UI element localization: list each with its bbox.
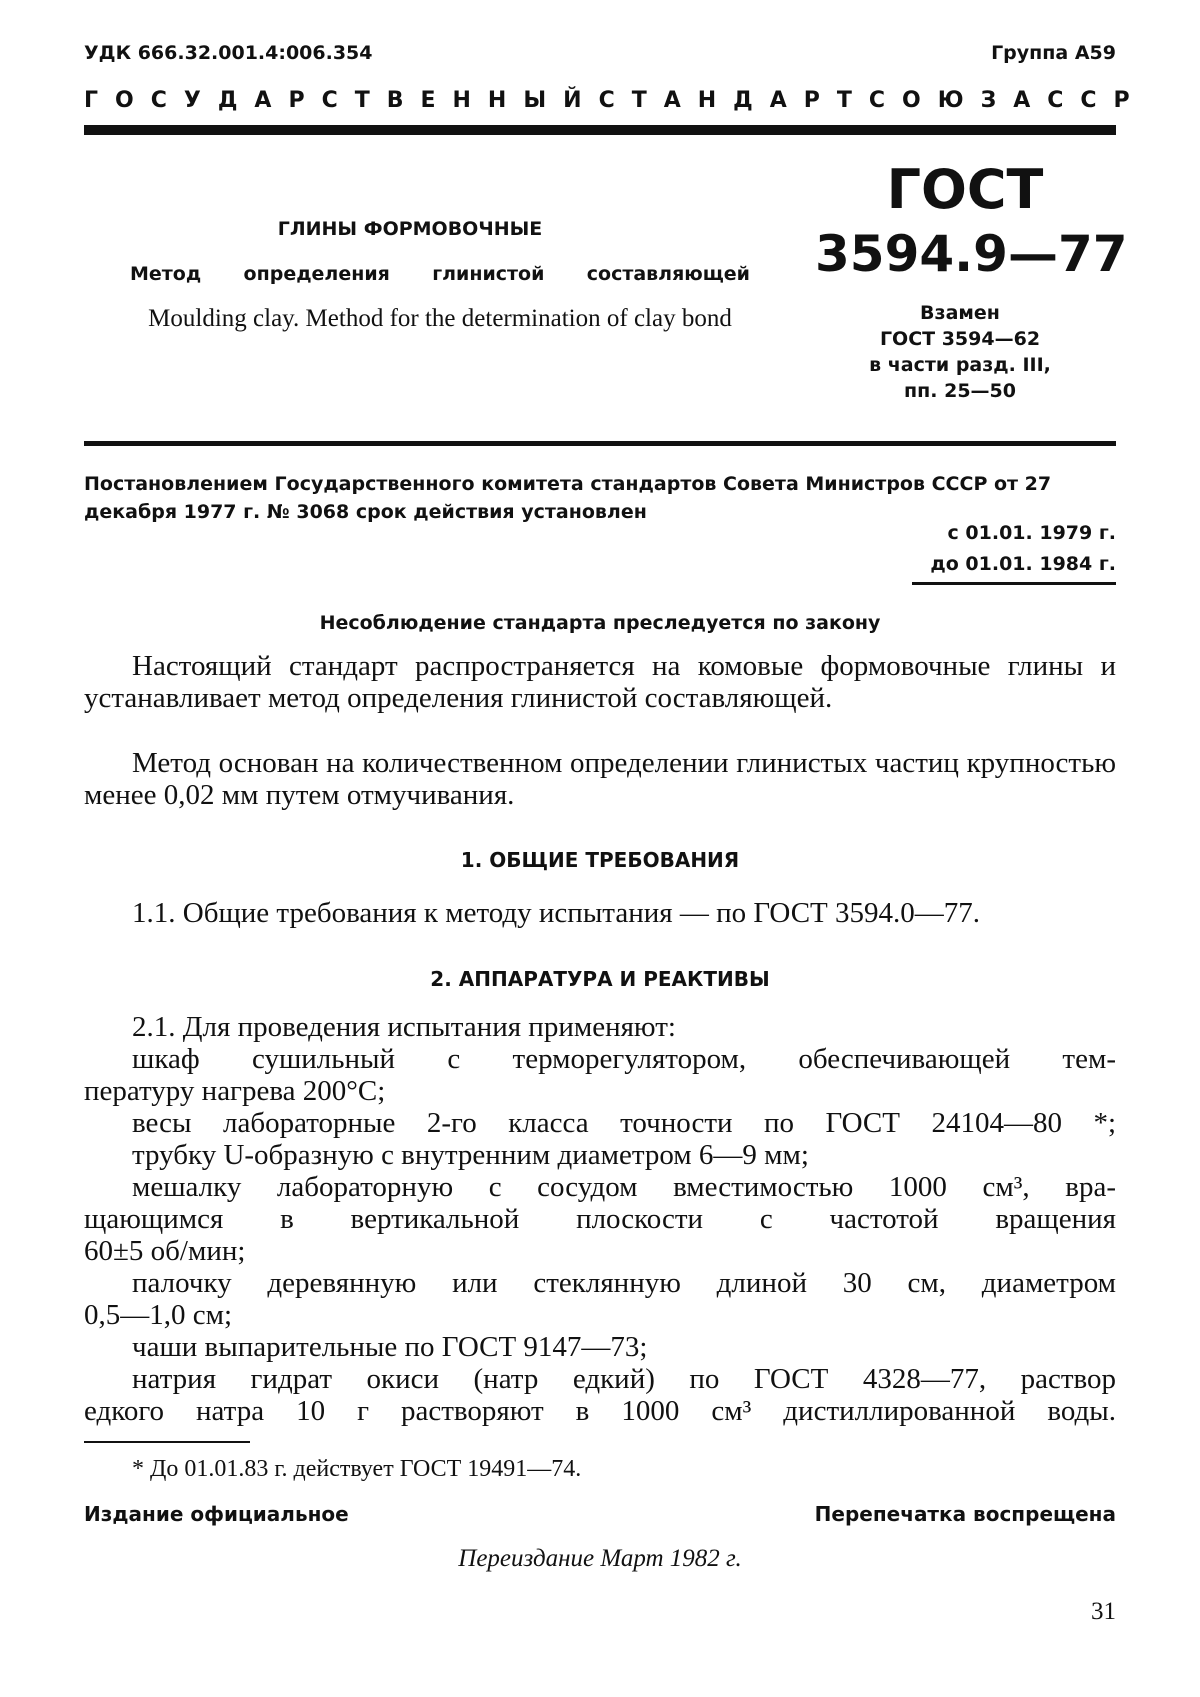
section-2-line: 2.1. Для проведения испытания применяют: <box>132 1011 676 1043</box>
subtitle-word-2: определения <box>243 263 390 285</box>
banner-word-1: ГОСУДАРСТВЕННЫЙ <box>84 88 599 113</box>
subtitle-word-3: глинистой <box>432 263 545 285</box>
section-2-line: пературу нагрева 200°С; <box>84 1075 386 1107</box>
official-edition: Издание официальное <box>84 1502 349 1526</box>
section-2-line: палочку деревянную или стеклянную длиной 30 см, диаметром <box>132 1267 1116 1299</box>
section-2-line: 60±5 об/мин; <box>84 1235 246 1267</box>
section-1-paragraph: 1.1. Общие требования к методу испытания — по ГОСТ 3594.0—77. <box>132 897 980 929</box>
gost-label: ГОСТ <box>886 158 1044 221</box>
intro-paragraph-1: Настоящий стандарт распространяется на комовые формовочные глины и устанавливает метод определения глинистой составляющей. <box>84 650 1116 714</box>
subtitle-word-4: составляющей <box>586 263 750 285</box>
section-2-line: мешалку лабораторную с сосудом вместимостью 1000 см³, вра- <box>132 1171 1116 1203</box>
subtitle-ru <box>130 263 750 285</box>
section-2-line: весы лабораторные 2-го класса точности по ГОСТ 24104—80 *; <box>132 1107 1116 1139</box>
title-ru: ГЛИНЫ ФОРМОВОЧНЫЕ <box>277 218 543 240</box>
banner-word-4: ССР <box>1047 88 1147 113</box>
section-2-line: 0,5—1,0 см; <box>84 1299 233 1331</box>
section-1-heading: 1. ОБЩИЕ ТРЕБОВАНИЯ <box>460 848 740 872</box>
page-number: 31 <box>1091 1598 1116 1625</box>
footnote-divider <box>84 1441 250 1443</box>
banner-word-2: СТАНДАРТ <box>598 88 869 113</box>
section-2-heading: 2. АППАРАТУРА И РЕАКТИВЫ <box>430 967 770 991</box>
section-2-line: щающимся в вертикальной плоскости с частотой вращения <box>84 1203 1116 1235</box>
section-2-line: чаши выпарительные по ГОСТ 9147—73; <box>132 1331 648 1363</box>
replaces-line: Взамен <box>920 302 1000 324</box>
title-en: Moulding clay. Method for the determination of clay bond <box>148 305 732 332</box>
footnote: * До 01.01.83 г. действует ГОСТ 19491—74. <box>132 1456 582 1482</box>
valid-from: с 01.01. 1979 г. <box>947 522 1116 544</box>
replaces-line: пп. 25—50 <box>904 380 1016 402</box>
title-divider <box>84 441 1116 446</box>
banner-word-3: СОЮЗА <box>868 88 1048 113</box>
reprint-prohibited: Перепечатка воспрещена <box>814 1502 1116 1526</box>
decree-text: Постановлением Государственного комитета стандартов Совета Министров СССР от 27 декабря 1977 г. № 3068 срок действия установлен <box>84 473 1052 523</box>
header-divider <box>84 125 1116 135</box>
subtitle-word-1: Метод <box>130 263 202 285</box>
section-2-line: натрия гидрат окиси (натр едкий) по ГОСТ 4328—77, раствор <box>132 1363 1116 1395</box>
replaces-note <box>830 300 1090 404</box>
section-2-line: трубку U-образную с внутренним диаметром 6—9 мм; <box>132 1139 809 1171</box>
valid-to-underline <box>912 582 1116 585</box>
replaces-line: ГОСТ 3594—62 <box>879 328 1041 350</box>
law-notice: Несоблюдение стандарта преследуется по закону <box>319 612 881 634</box>
intro-paragraph-2: Метод основан на количественном определении глинистых частиц крупностью менее 0,02 мм путем отмучивания. <box>84 747 1116 811</box>
reissue-note: Переиздание Март 1982 г. <box>458 1545 742 1572</box>
gost-number: 3594.9—77 <box>815 225 1128 283</box>
section-2-line: шкаф сушильный с терморегулятором, обеспечивающей тем- <box>132 1043 1116 1075</box>
state-standard-banner <box>84 88 1147 113</box>
valid-to: до 01.01. 1984 г. <box>930 553 1116 575</box>
section-2-line: едкого натра 10 г растворяют в 1000 см³ дистиллированной воды. <box>84 1395 1116 1427</box>
udk-code: УДК 666.32.001.4:006.354 <box>84 42 373 64</box>
group-code: Группа А59 <box>991 42 1116 64</box>
replaces-line: в части разд. III, <box>869 354 1051 376</box>
